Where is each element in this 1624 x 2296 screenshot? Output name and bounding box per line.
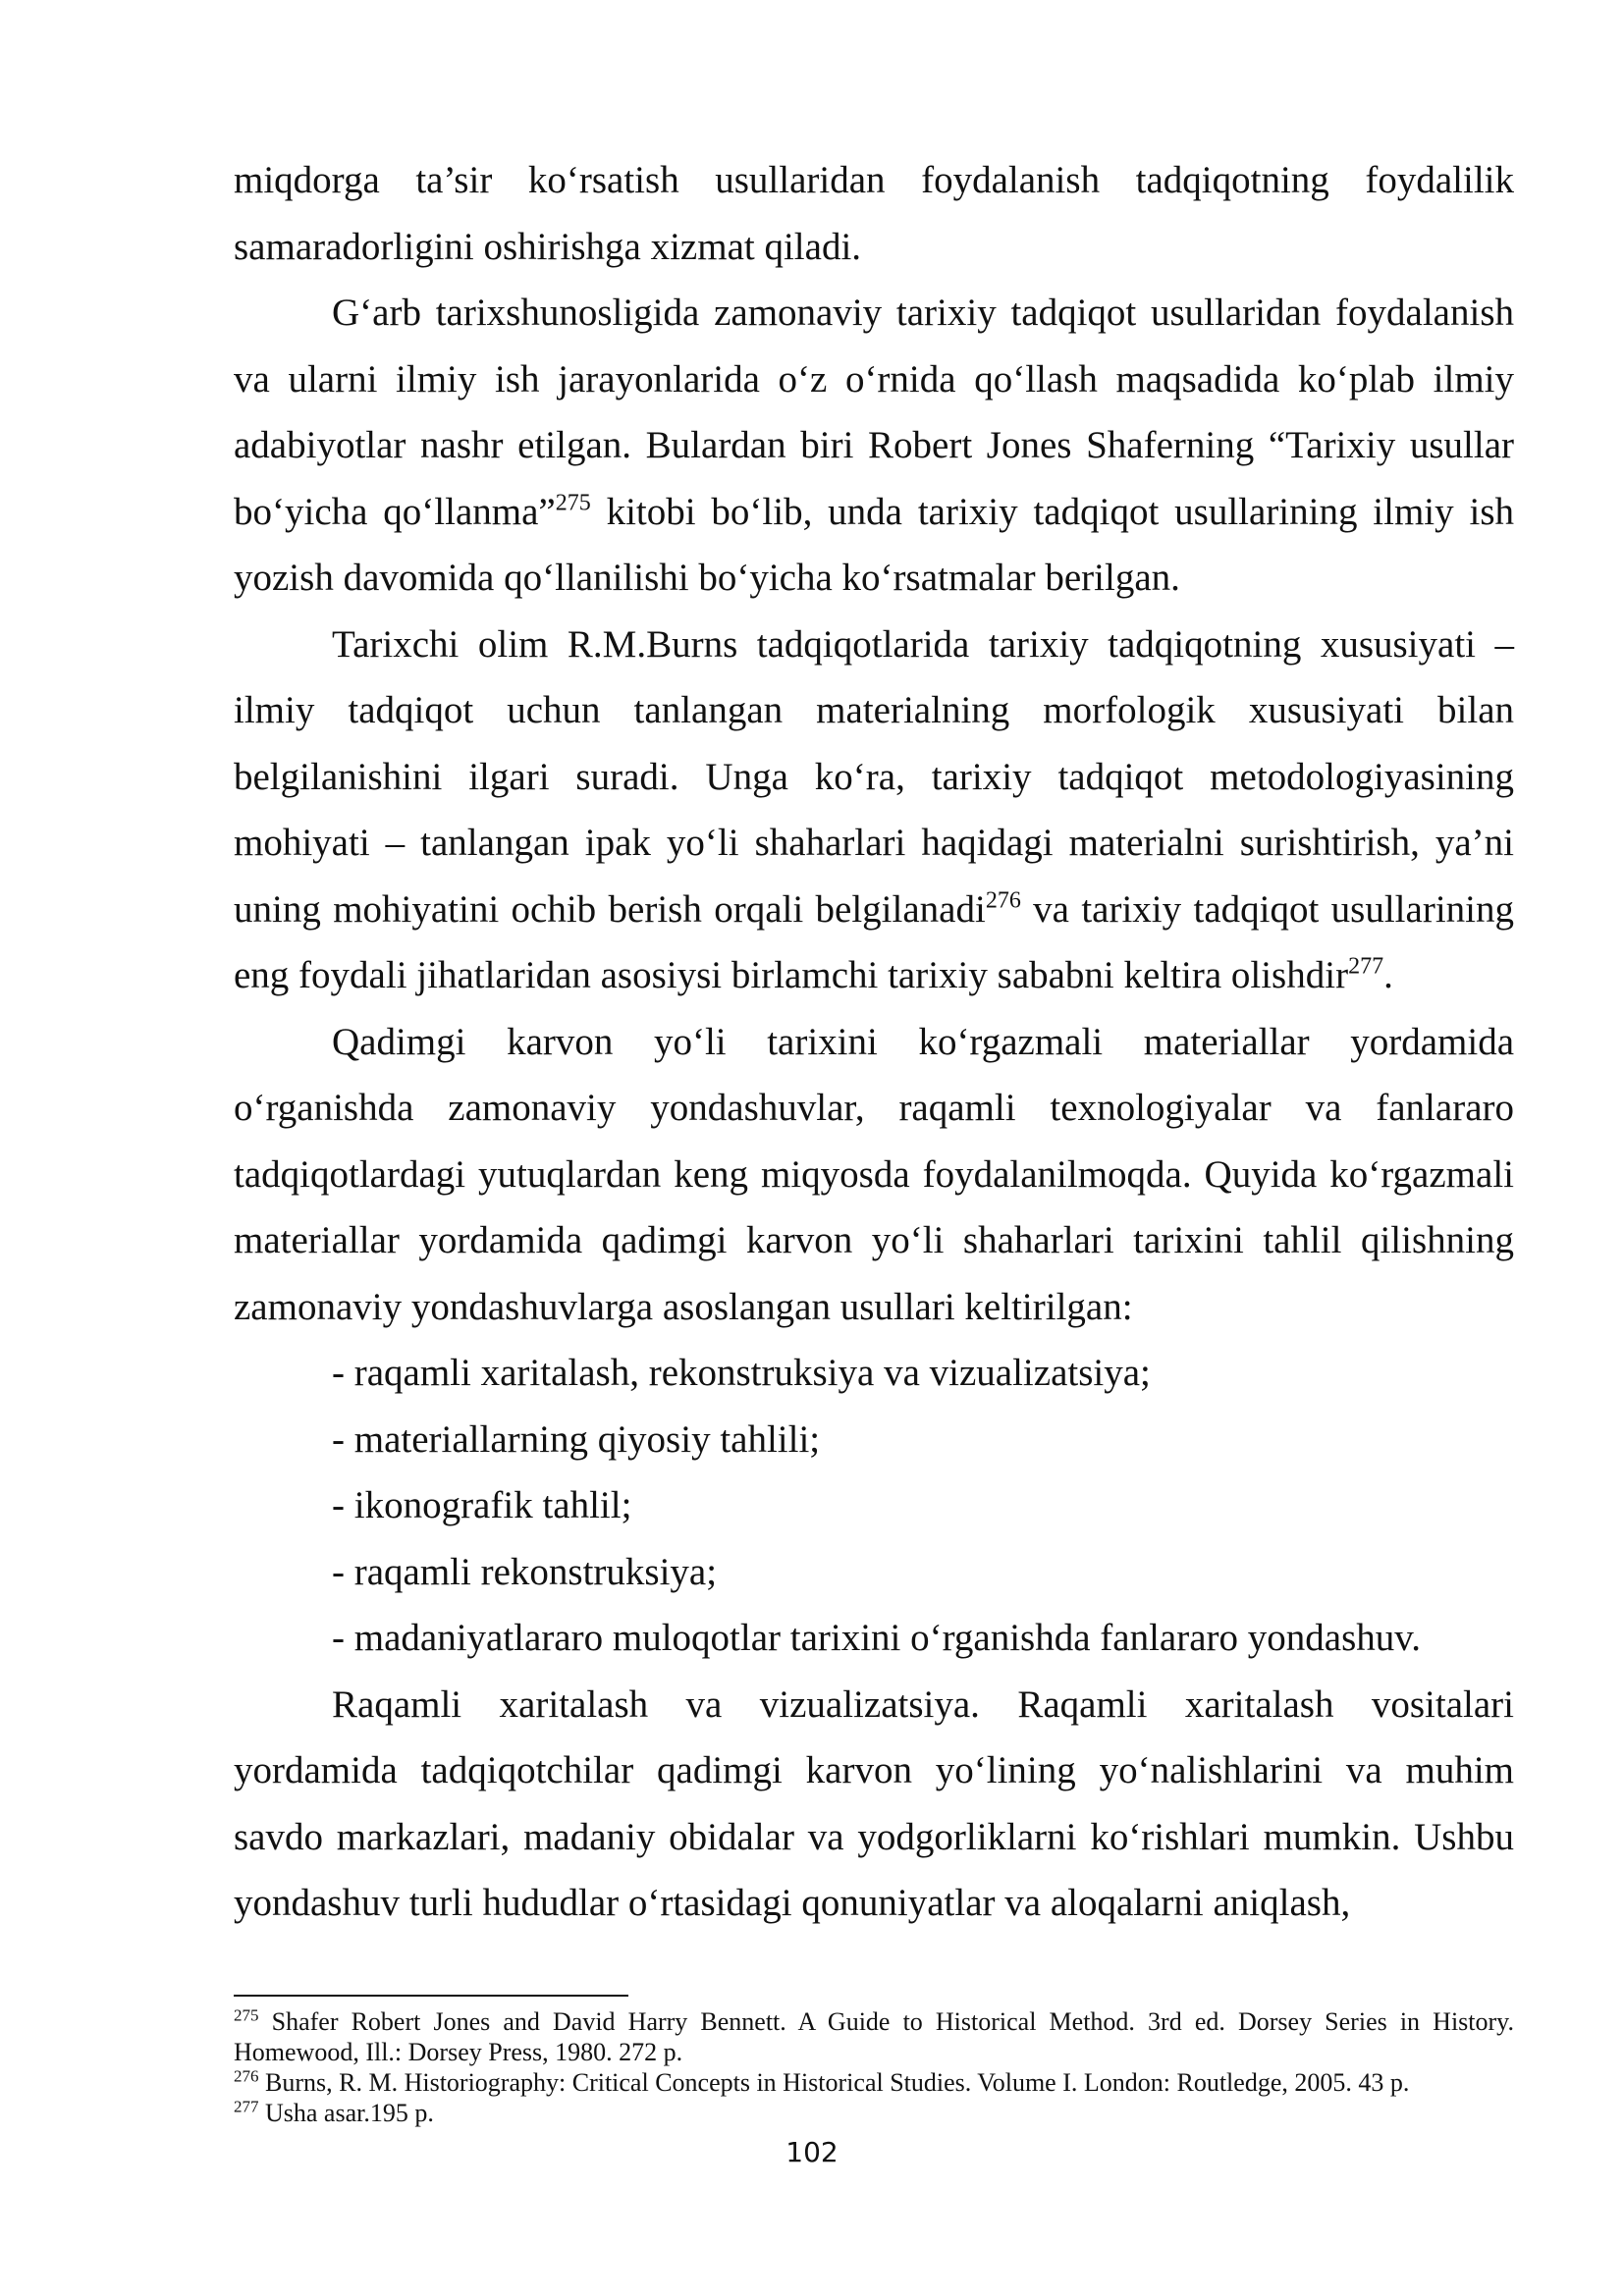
footnote-number: 277	[234, 2097, 259, 2116]
footnote-ref-275: 275	[555, 490, 591, 516]
footnote-text: Burns, R. M. Historiography: Critical Concepts in Historical Studies. Volume I. London: Routledge, 2005. 43 p.	[258, 2068, 1410, 2097]
footnote-275	[234, 2006, 1514, 2067]
footnotes	[234, 2006, 1514, 2128]
paragraph-1: miqdorga ta’sir ko‘rsatish usullaridan foydalanish tadqiqotning foydalilik samaradorligini oshirishga xizmat qiladi.	[234, 159, 1514, 268]
paragraph-4: Qadimgi karvon yo‘li tarixini ko‘rgazmali materiallar yordamida o‘rganishda zamonaviy yondashuvlar, raqamli texnologiyalar va fanlararo tadqiqotlardagi yutuqlardan keng miqyosda foydalanilmoqda. Quyida ko‘rgazmali materiallar yordamida qadimgi karvon yo‘li shaharlari tarixini tahlil qilishning zamonaviy yondashuvlarga asoslangan usullari keltirilgan:	[234, 1020, 1514, 1328]
list-item: - raqamli xaritalash, rekonstruksiya va vizualizatsiya;	[332, 1352, 1151, 1394]
paragraph-2	[234, 280, 1514, 612]
paragraph-3	[234, 612, 1514, 1009]
list-item: - ikonografik tahlil;	[332, 1484, 632, 1526]
footnote-separator	[234, 1995, 628, 1997]
footnote-277	[234, 2098, 1514, 2128]
footnote-text: Shafer Robert Jones and David Harry Bennett. A Guide to Historical Method. 3rd ed. Dorsey Series in History. Homewood, Ill.: Dorsey Press, 1980. 272 p.	[234, 2007, 1514, 2066]
paragraph-2-text-b: kitobi bo‘lib, unda tarixiy tadqiqot usullarining ilmiy ish yozish davomida qo‘llanilishi bo‘yicha ko‘rsatmalar berilgan.	[234, 490, 1514, 599]
footnote-ref-276: 276	[985, 887, 1021, 914]
paragraph-5: Raqamli xaritalash va vizualizatsiya. Raqamli xaritalash vositalari yordamida tadqiqotchilar qadimgi karvon yo‘lining yo‘nalishlarini va muhim savdo markazlari, madaniy obidalar va yodgorliklarni ko‘rishlari mumkin. Ushbu yondashuv turli hududlar o‘rtasidagi qonuniyatlar va aloqalarni aniqlash,	[234, 1682, 1514, 1924]
footnote-ref-277: 277	[1348, 953, 1384, 980]
footnote-number: 276	[234, 2066, 259, 2086]
page-number: 102	[785, 2136, 839, 2168]
list-item: - raqamli rekonstruksiya;	[332, 1550, 718, 1593]
paragraph-3-text-c: .	[1383, 954, 1393, 996]
footnote-276	[234, 2067, 1514, 2098]
list-item: - madaniyatlararo muloqotlar tarixini o‘rganishda fanlararo yondashuv.	[332, 1617, 1421, 1659]
paragraph-3-text-a: Tarixchi olim R.M.Burns tadqiqotlarida tarixiy tadqiqotning xususiyati – ilmiy tadqiqot uchun tanlangan materialning morfologik xususiyati bilan belgilanishini ilgari suradi. Unga ko‘ra, tarixiy tadqiqot metodologiyasining mohiyati – tanlangan ipak yo‘li shaharlari haqidagi materialni surishtirish, ya’ni uning mohiyatini ochib berish orqali belgilanadi	[234, 622, 1514, 931]
body-text	[234, 147, 1514, 1937]
footnote-text: Usha asar.195 p.	[258, 2099, 434, 2127]
paragraph-3-text-b: va tarixiy tadqiqot usullarining eng foydali jihatlaridan asosiysi birlamchi tarixiy sababni keltira olishdir	[234, 887, 1514, 996]
list-item: - materiallarning qiyosiy tahlili;	[332, 1417, 821, 1461]
paragraph-2-text-a: G‘arb tarixshunosligida zamonaviy tarixiy tadqiqot usullaridan foydalanish va ularni ilmiy ish jarayonlarida o‘z o‘rnida qo‘llash maqsadida ko‘plab ilmiy adabiyotlar nashr etilgan. Bulardan biri Robert Jones Shaferning “Tarixiy usullar bo‘yicha qo‘llanma”	[234, 292, 1514, 533]
footnote-number: 275	[234, 2005, 259, 2025]
